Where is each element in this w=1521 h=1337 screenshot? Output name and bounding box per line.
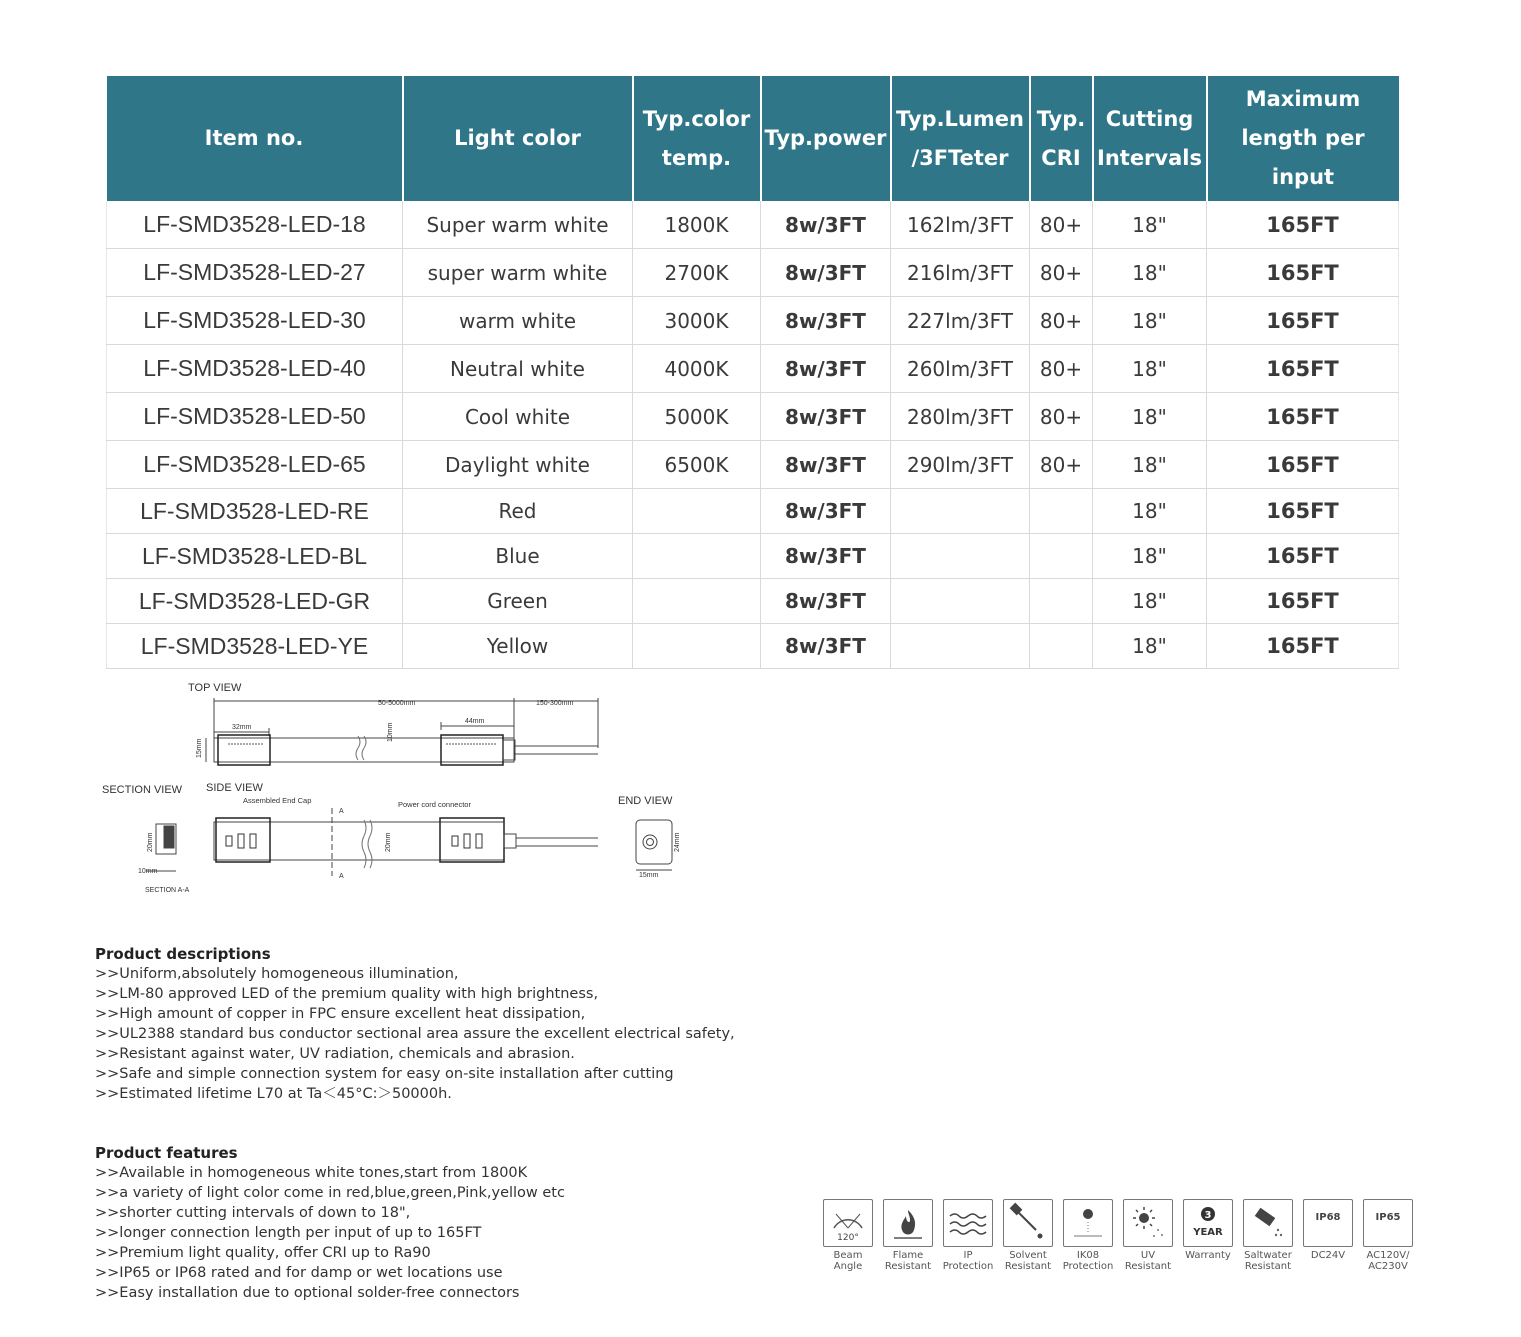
svg-text:IP65: IP65: [1375, 1212, 1401, 1223]
cell-light-color: Yellow: [403, 624, 633, 669]
cell-max-length: 165FT: [1207, 441, 1399, 489]
table-header-row: [107, 76, 1399, 201]
dropper-icon: [1003, 1199, 1053, 1247]
cell-cri: [1030, 579, 1093, 624]
list-item: >>Safe and simple connection system for easy on-site installation after cutting: [95, 1066, 674, 1082]
cell-color-temp: 5000K: [633, 393, 761, 441]
cell-item-no: LF-SMD3528-LED-RE: [107, 489, 403, 534]
ip68-icon: [1303, 1199, 1353, 1247]
list-item: >>Available in homogeneous white tones,start from 1800K: [95, 1165, 528, 1181]
cell-max-length: 165FT: [1207, 345, 1399, 393]
section-view-label: SECTION VIEW: [102, 784, 183, 796]
cell-cutting-interval: 18": [1093, 579, 1207, 624]
dim-32: 32mm: [232, 724, 252, 731]
dim-10-top: 10mm: [387, 722, 394, 742]
table-row: [107, 393, 1399, 441]
list-item: >>UL2388 standard bus conductor sectional area assure the excellent electrical safety,: [95, 1026, 735, 1042]
header-cri: Typ. CRI: [1030, 76, 1093, 201]
saltwater-icon: [1243, 1199, 1293, 1247]
badge-saltwater: Saltwater Resistant: [1238, 1199, 1298, 1272]
dim-15-top: 15mm: [196, 738, 203, 758]
cell-cutting-interval: 18": [1093, 624, 1207, 669]
table-row: [107, 441, 1399, 489]
badge-warranty: 3 YEAR Warranty: [1178, 1199, 1238, 1272]
badge-ip68: IP68 DC24V: [1298, 1199, 1358, 1272]
header-max-length: Maximum length per input: [1207, 76, 1399, 201]
cell-light-color: Red: [403, 489, 633, 534]
beam-angle-icon: [823, 1199, 873, 1247]
list-item: >>LM-80 approved LED of the premium quality with high brightness,: [95, 986, 599, 1002]
cell-max-length: 165FT: [1207, 297, 1399, 345]
section-aa-label: SECTION A-A: [145, 887, 190, 894]
list-item: >>Resistant against water, UV radiation, chemicals and abrasion.: [95, 1046, 575, 1062]
table-row: [107, 534, 1399, 579]
svg-text:YEAR: YEAR: [1193, 1227, 1223, 1238]
cell-item-no: LF-SMD3528-LED-GR: [107, 579, 403, 624]
cell-max-length: 165FT: [1207, 393, 1399, 441]
cell-light-color: super warm white: [403, 249, 633, 297]
cell-lumen: 280lm/3FT: [891, 393, 1030, 441]
cell-max-length: 165FT: [1207, 201, 1399, 249]
table-row: [107, 579, 1399, 624]
header-light-color: Light color: [403, 76, 633, 201]
cell-power: 8w/3FT: [761, 249, 891, 297]
technical-drawing: [96, 676, 696, 901]
cell-light-color: Super warm white: [403, 201, 633, 249]
cell-cutting-interval: 18": [1093, 297, 1207, 345]
list-item: >>shorter cutting intervals of down to 18",: [95, 1205, 411, 1221]
cell-cutting-interval: 18": [1093, 393, 1207, 441]
dim-cord: 150-300mm: [536, 700, 574, 707]
impact-icon: [1063, 1199, 1113, 1247]
cell-lumen: 227lm/3FT: [891, 297, 1030, 345]
cell-light-color: Cool white: [403, 393, 633, 441]
list-item: >>Easy installation due to optional solder-free connectors: [95, 1285, 520, 1301]
badge-impact: IK08 Protection: [1058, 1199, 1118, 1272]
svg-text:IP68: IP68: [1315, 1212, 1341, 1223]
features-title: Product features: [95, 1144, 238, 1162]
cell-power: 8w/3FT: [761, 489, 891, 534]
cell-item-no: LF-SMD3528-LED-BL: [107, 534, 403, 579]
cell-color-temp: [633, 624, 761, 669]
table-row: [107, 249, 1399, 297]
cell-lumen: 162lm/3FT: [891, 201, 1030, 249]
cell-color-temp: 4000K: [633, 345, 761, 393]
cell-lumen: [891, 624, 1030, 669]
list-item: >>Premium light quality, offer CRI up to Ra90: [95, 1245, 431, 1261]
cell-power: 8w/3FT: [761, 624, 891, 669]
badge-beam-angle: 120° Beam Angle: [818, 1199, 878, 1272]
dim-24-end: 24mm: [674, 832, 681, 852]
cell-max-length: 165FT: [1207, 579, 1399, 624]
end-cap-label: Assembled End Cap: [243, 796, 312, 805]
cell-max-length: 165FT: [1207, 489, 1399, 534]
cell-cutting-interval: 18": [1093, 249, 1207, 297]
cell-item-no: LF-SMD3528-LED-YE: [107, 624, 403, 669]
cell-cri: 80+: [1030, 345, 1093, 393]
cell-cutting-interval: 18": [1093, 489, 1207, 534]
cell-max-length: 165FT: [1207, 624, 1399, 669]
cell-cri: 80+: [1030, 201, 1093, 249]
cell-power: 8w/3FT: [761, 345, 891, 393]
cell-light-color: Neutral white: [403, 345, 633, 393]
descriptions-title: Product descriptions: [95, 945, 271, 963]
cell-color-temp: 1800K: [633, 201, 761, 249]
cell-lumen: 290lm/3FT: [891, 441, 1030, 489]
dim-20-side: 20mm: [385, 832, 392, 852]
cell-light-color: Blue: [403, 534, 633, 579]
list-item: >>longer connection length per input of up to 165FT: [95, 1225, 482, 1241]
side-view-label: SIDE VIEW: [206, 782, 263, 794]
dim-44: 44mm: [465, 718, 485, 725]
cell-cri: [1030, 624, 1093, 669]
top-view-label: TOP VIEW: [188, 682, 242, 694]
badge-solvent: Solvent Resistant: [998, 1199, 1058, 1272]
dim-total: 50-5000mm: [378, 700, 416, 707]
badge-flame: Flame Resistant: [878, 1199, 938, 1272]
cell-item-no: LF-SMD3528-LED-27: [107, 249, 403, 297]
cell-lumen: 216lm/3FT: [891, 249, 1030, 297]
cell-light-color: Green: [403, 579, 633, 624]
dim-10-section: 10mm: [138, 868, 158, 875]
list-item: >>a variety of light color come in red,blue,green,Pink,yellow etc: [95, 1185, 565, 1201]
end-view-label: END VIEW: [618, 795, 673, 807]
water-waves-icon: [943, 1199, 993, 1247]
cell-lumen: [891, 534, 1030, 579]
cell-power: 8w/3FT: [761, 579, 891, 624]
cell-cri: 80+: [1030, 393, 1093, 441]
power-cord-label: Power cord connector: [398, 800, 471, 809]
table-row: [107, 624, 1399, 669]
cell-color-temp: 2700K: [633, 249, 761, 297]
cell-color-temp: 6500K: [633, 441, 761, 489]
table-row: [107, 201, 1399, 249]
cell-cutting-interval: 18": [1093, 441, 1207, 489]
svg-text:3: 3: [1204, 1210, 1212, 1221]
header-cutting: Cutting Intervals: [1093, 76, 1207, 201]
cell-power: 8w/3FT: [761, 534, 891, 579]
cell-cri: [1030, 489, 1093, 534]
table-row: [107, 489, 1399, 534]
cell-item-no: LF-SMD3528-LED-18: [107, 201, 403, 249]
cell-lumen: [891, 579, 1030, 624]
product-descriptions: [95, 945, 735, 1104]
cell-item-no: LF-SMD3528-LED-40: [107, 345, 403, 393]
table-row: [107, 297, 1399, 345]
dim-20-section: 20mm: [147, 832, 154, 852]
feature-badges: [818, 1199, 1418, 1272]
cell-max-length: 165FT: [1207, 249, 1399, 297]
header-item-no: Item no.: [107, 76, 403, 201]
cell-cri: [1030, 534, 1093, 579]
cell-color-temp: [633, 534, 761, 579]
cell-cutting-interval: 18": [1093, 345, 1207, 393]
cell-color-temp: 3000K: [633, 297, 761, 345]
cell-light-color: warm white: [403, 297, 633, 345]
cell-cri: 80+: [1030, 297, 1093, 345]
list-item: >>IP65 or IP68 rated and for damp or wet locations use: [95, 1265, 503, 1281]
cell-power: 8w/3FT: [761, 297, 891, 345]
cell-lumen: 260lm/3FT: [891, 345, 1030, 393]
spec-table: [106, 76, 1399, 669]
ip65-icon: [1363, 1199, 1413, 1247]
badge-uv: UV Resistant: [1118, 1199, 1178, 1272]
badge-ip65: IP65 AC120V/ AC230V: [1358, 1199, 1418, 1272]
list-item: >>Uniform,absolutely homogeneous illumination,: [95, 966, 459, 982]
cell-power: 8w/3FT: [761, 201, 891, 249]
cell-cri: 80+: [1030, 249, 1093, 297]
cell-item-no: LF-SMD3528-LED-65: [107, 441, 403, 489]
cell-power: 8w/3FT: [761, 441, 891, 489]
cell-lumen: [891, 489, 1030, 534]
cell-light-color: Daylight white: [403, 441, 633, 489]
a-mark-top: A: [339, 808, 344, 815]
cell-power: 8w/3FT: [761, 393, 891, 441]
cell-max-length: 165FT: [1207, 534, 1399, 579]
cell-cutting-interval: 18": [1093, 201, 1207, 249]
dim-15-end: 15mm: [639, 872, 659, 879]
a-mark-bottom: A: [339, 873, 344, 880]
header-lumen: Typ.Lumen /3FTeter: [891, 76, 1030, 201]
cell-color-temp: [633, 489, 761, 534]
cell-cutting-interval: 18": [1093, 534, 1207, 579]
flame-icon: [883, 1199, 933, 1247]
cell-item-no: LF-SMD3528-LED-30: [107, 297, 403, 345]
header-power: Typ.power: [761, 76, 891, 201]
badge-ip: IP Protection: [938, 1199, 998, 1272]
list-item: >>High amount of copper in FPC ensure excellent heat dissipation,: [95, 1006, 586, 1022]
table-row: [107, 345, 1399, 393]
sun-icon: [1123, 1199, 1173, 1247]
product-features: [95, 1144, 565, 1303]
header-color-temp: Typ.color temp.: [633, 76, 761, 201]
cell-item-no: LF-SMD3528-LED-50: [107, 393, 403, 441]
warranty-icon: [1183, 1199, 1233, 1247]
svg-text:120°: 120°: [837, 1233, 859, 1243]
list-item: >>Estimated lifetime L70 at Ta＜45°C:＞50000h.: [95, 1086, 452, 1102]
cell-cri: 80+: [1030, 441, 1093, 489]
cell-color-temp: [633, 579, 761, 624]
